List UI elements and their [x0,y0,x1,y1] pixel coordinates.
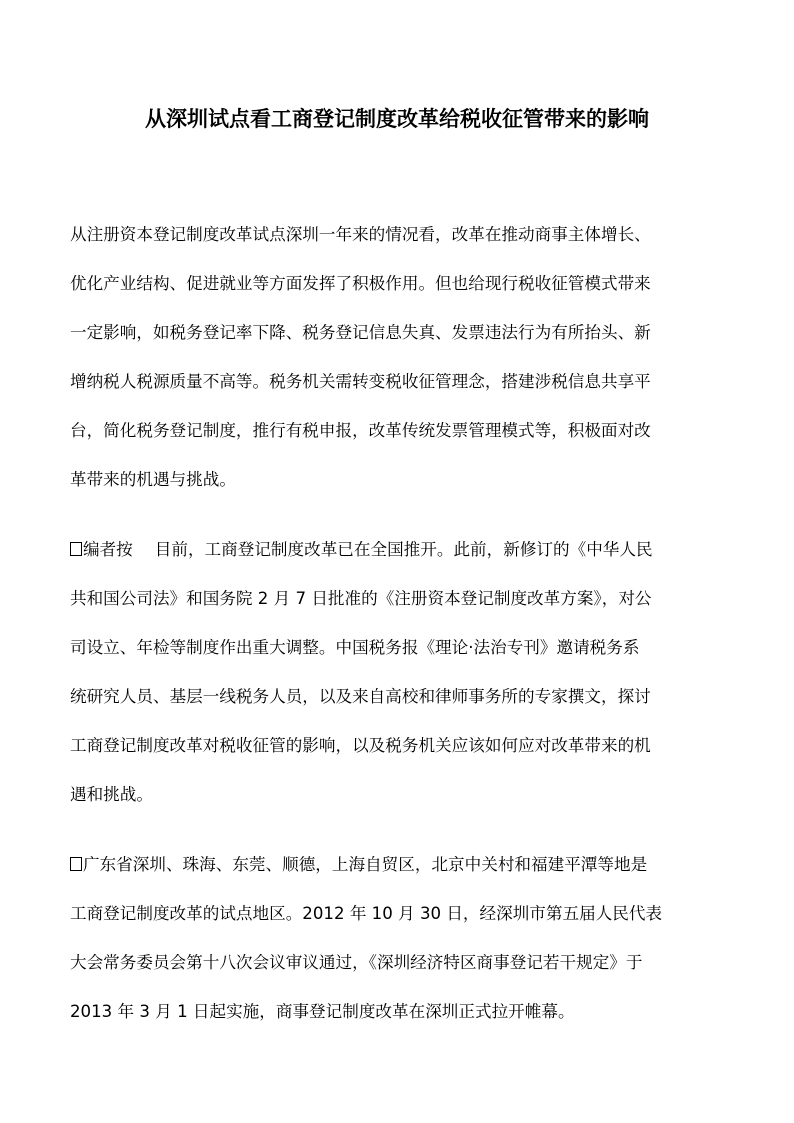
editor-note-line: 司设立、年检等制度作出重大调整。中国税务报《理论·法治专刊》邀请税务系 [70,638,640,657]
summary-line: 一定影响，如税务登记率下降、税务登记信息失真、发票违法行为有所抬头、新 [70,323,651,342]
pilot-text: 广东省深圳、珠海、东莞、顺德，上海自贸区，北京中关村和福建平潭等地是 [83,855,648,874]
checkbox-square-icon [70,857,82,871]
editor-note-line: 统研究人员、基层一线税务人员，以及来自高校和律师事务所的专家撰文，探讨 [70,687,651,706]
pilot-first-line [70,854,647,876]
checkbox-square-icon [70,542,82,556]
summary-line: 增纳税人税源质量不高等。税务机关需转变税收征管理念，搭建涉税信息共享平 [70,372,651,391]
editor-note-label: 编者按 [83,540,133,559]
pilot-line: 大会常务委员会第十八次会议审议通过，《深圳经济特区商事登记若干规定》于 [70,953,643,972]
editor-note-line: 遇和挑战。 [70,785,153,804]
editor-note-line: 工商登记制度改革对税收征管的影响，以及税务机关应该如何应对改革带来的机 [70,736,651,755]
editor-note-first-line [70,539,653,561]
editor-note-line: 共和国公司法》和国务院 2 月 7 日批准的《注册资本登记制度改革方案》，对公 [70,589,652,608]
pilot-line: 工商登记制度改革的试点地区。2012 年 10 月 30 日，经深圳市第五届人民代表 [70,904,663,923]
summary-line: 革带来的机遇与挑战。 [70,470,236,489]
editor-note-text: 目前，工商登记制度改革已在全国推开。此前，新修订的《中华人民 [154,540,653,559]
summary-line: 优化产业结构、促进就业等方面发挥了积极作用。但也给现行税收征管模式带来 [70,274,651,293]
pilot-line: 2013 年 3 月 1 日起实施，商事登记制度改革在深圳正式拉开帷幕。 [70,1002,575,1021]
summary-line: 从注册资本登记制度改革试点深圳一年来的情况看，改革在推动商事主体增长、 [70,225,651,244]
document-title: 从深圳试点看工商登记制度改革给税收征管带来的影响 [145,107,649,131]
summary-line: 台，简化税务登记制度，推行有税申报，改革传统发票管理模式等，积极面对改 [70,421,651,440]
